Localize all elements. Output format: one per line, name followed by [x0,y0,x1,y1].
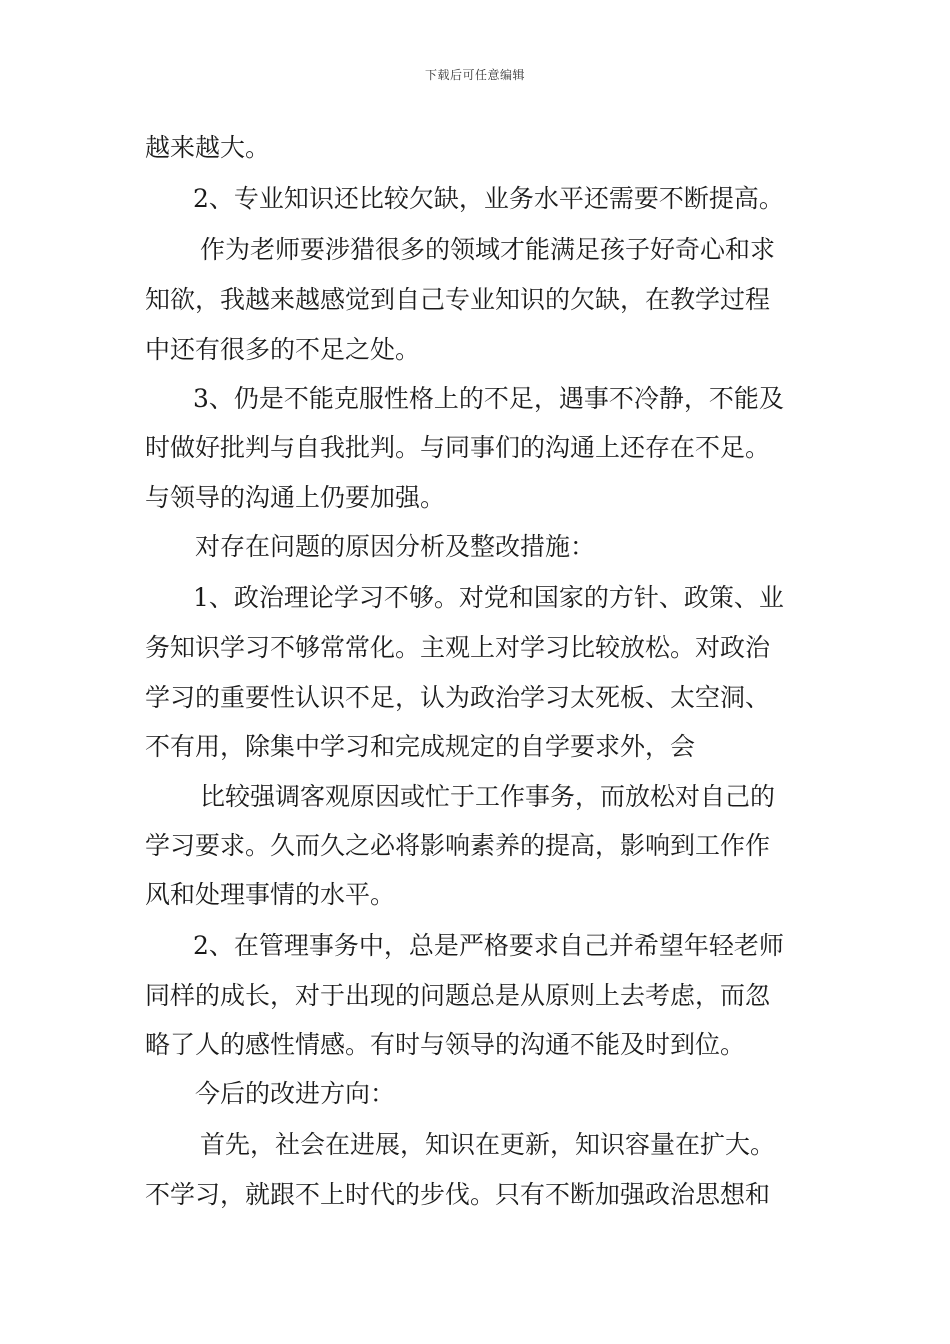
text-line: 不学习，就跟不上时代的步伐。只有不断加强政治思想和 [145,1180,771,1209]
text-line: 对存在问题的原因分析及整改措施： [195,532,596,561]
text-line: 知欲，我越来越感觉到自己专业知识的欠缺，在教学过程 [145,285,771,314]
text-line: 比较强调客观原因或忙于工作事务，而放松对自己的 [200,782,776,811]
page-header: 下载后可任意编辑 [424,68,525,82]
text-line: 2、专业知识还比较欠缺，业务水平还需要不断提高。 [193,184,784,213]
text-line: 1、政治理论学习不够。对党和国家的方针、政策、业 [193,583,784,612]
text-line: 略了人的感性情感。有时与领导的沟通不能及时到位。 [145,1030,746,1059]
text-line: 2、在管理事务中，总是严格要求自己并希望年轻老师 [193,931,784,960]
text-line: 风和处理事情的水平。 [145,880,396,909]
text-line: 作为老师要涉猎很多的领域才能满足孩子好奇心和求 [200,235,776,264]
text-line: 中还有很多的不足之处。 [145,335,421,364]
text-line: 务知识学习不够常常化。主观上对学习比较放松。对政治 [145,633,771,662]
text-line: 与领导的沟通上仍要加强。 [145,483,446,512]
text-line: 不有用，除集中学习和完成规定的自学要求外，会 [145,732,696,761]
text-line: 同样的成长，对于出现的问题总是从原则上去考虑，而忽 [145,981,771,1010]
text-line: 3、仍是不能克服性格上的不足，遇事不冷静，不能及 [193,384,784,413]
text-line: 时做好批判与自我批判。与同事们的沟通上还存在不足。 [145,433,771,462]
text-line: 首先，社会在进展，知识在更新，知识容量在扩大。 [200,1130,776,1159]
text-line: 越来越大。 [145,133,271,162]
text-line: 学习要求。久而久之必将影响素养的提高，影响到工作作 [145,831,771,860]
text-line: 学习的重要性认识不足，认为政治学习太死板、太空洞、 [145,683,771,712]
text-line: 今后的改进方向： [195,1079,396,1108]
